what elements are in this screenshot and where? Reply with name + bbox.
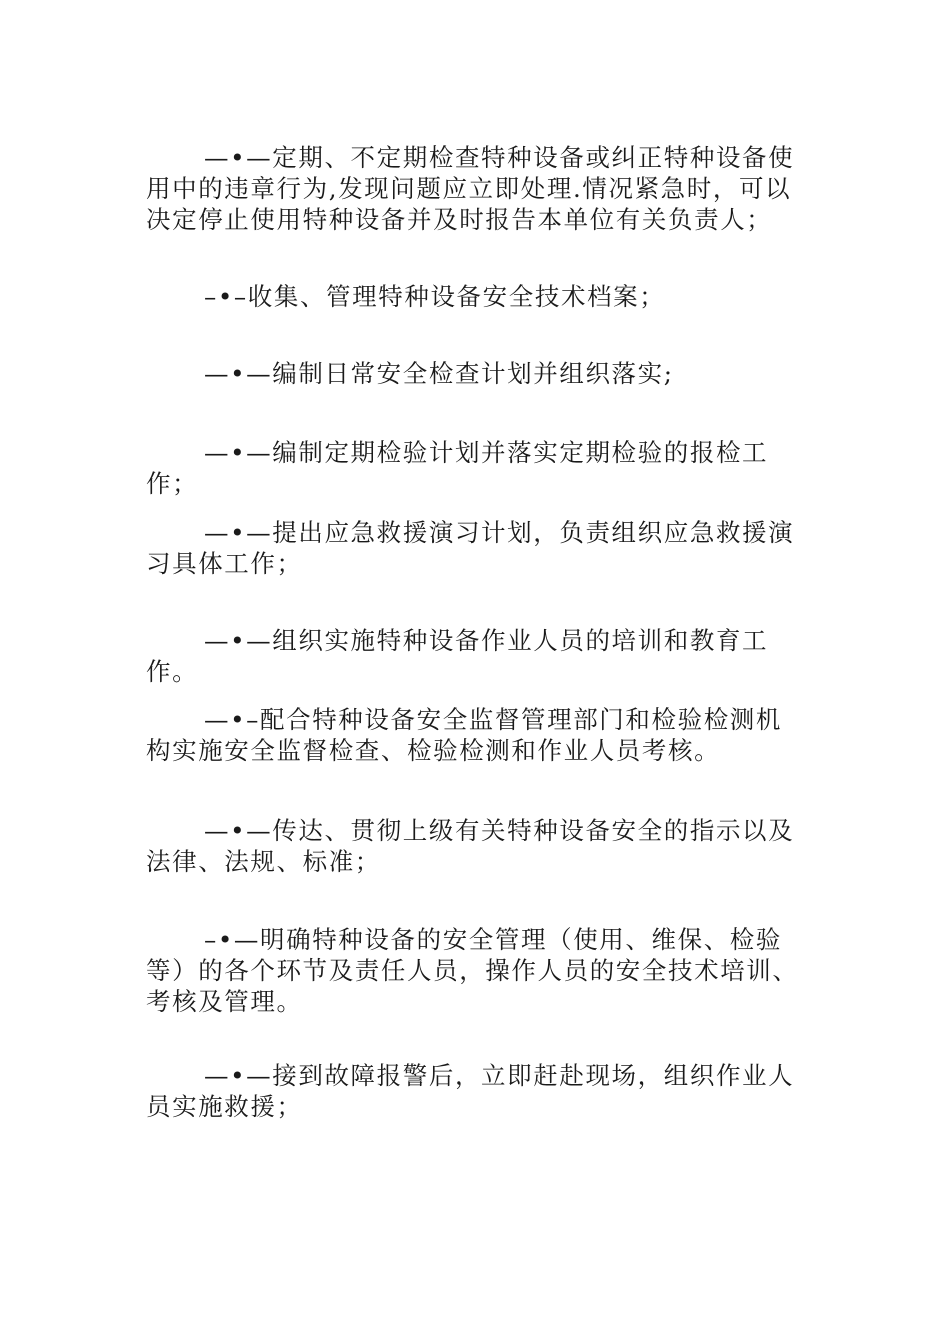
paragraph-daily-check-plan: —•—编制日常安全检查计划并组织落实; bbox=[204, 359, 674, 388]
paragraph-emergency-drill: —•—提出应急救援演习计划，负责组织应急救援演习具体工作； bbox=[146, 518, 795, 578]
paragraph-responsibilities: –•—明确特种设备的安全管理（使用、维保、检验等）的各个环节及责任人员，操作人员的安全技术培训、考核及管理。 bbox=[146, 925, 799, 1016]
paragraph-inspection: —•—定期、不定期检查特种设备或纠正特种设备使用中的违章行为,发现问题应立即处理.情况紧急时，可以决定停止使用特种设备并及时报告本单位有关负责人； bbox=[146, 143, 795, 234]
paragraph-regulations: —•—传达、贯彻上级有关特种设备安全的指示以及法律、法规、标准； bbox=[146, 816, 795, 876]
paragraph-fault-response: —•—接到故障报警后，立即赶赴现场，组织作业人员实施救援； bbox=[146, 1061, 795, 1121]
paragraph-periodic-inspection-plan: —•—编制定期检验计划并落实定期检验的报检工作； bbox=[146, 438, 769, 498]
paragraph-training: —•—组织实施特种设备作业人员的培训和教育工作。 bbox=[146, 626, 769, 686]
paragraph-archives: –•–收集、管理特种设备安全技术档案； bbox=[204, 282, 666, 311]
paragraph-cooperation: —•–配合特种设备安全监督管理部门和检验检测机构实施安全监督检查、检验检测和作业人员考核。 bbox=[146, 705, 782, 765]
